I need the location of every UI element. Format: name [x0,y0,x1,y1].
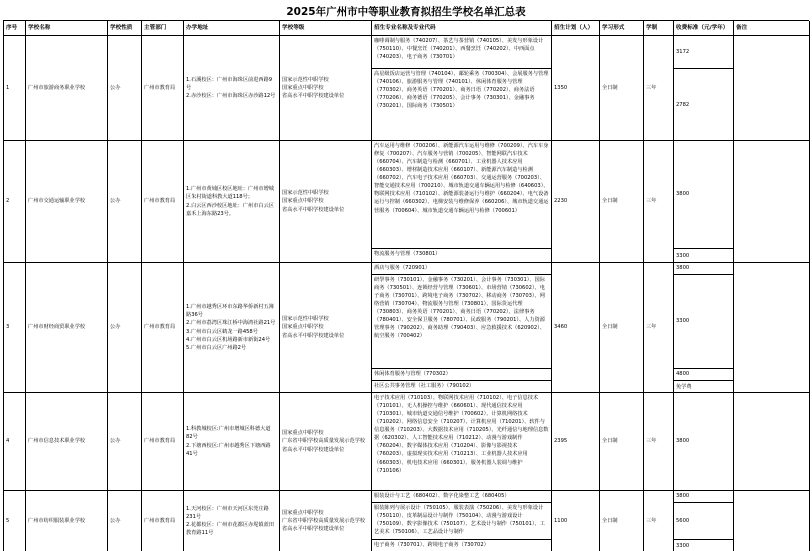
header-address: 办学地址 [184,21,280,36]
address-line: 1.石溪校区：广州市海珠区前进西路9号 [186,76,273,91]
fee-value: 3300 [674,275,733,369]
school-plan: 2395 [552,393,600,491]
school-note [734,393,810,491]
school-level [280,263,372,393]
level-line: 省高水平中职学校建设单位 [282,526,345,533]
header-fee: 收费标准（元/学年） [674,21,734,36]
majors-group: 服装设计与工艺（680402）、数字化染整工艺（680405） [372,491,551,503]
fee-value: 3800 [674,491,733,503]
address-line: 2.花都校区：广州市花都区赤坭镇蓝田教育路11号 [186,522,274,537]
school-years: 三年 [644,36,674,141]
majors-group: 社区公共事务管理（社工服务）（790102） [374,383,475,389]
school-form: 全日制 [600,36,644,141]
school-address [184,491,280,551]
majors-group: 物流服务与管理（730801） [374,251,441,257]
fee-value: 5600 [674,503,733,540]
school-dept: 广州市教育局 [142,491,184,551]
level-line: 广东省中职学校高质量发展示范学校 [282,438,366,445]
address-line: 2.白云区西沙校区地址：广州市白云区嘉禾上海东路23号。 [186,202,274,217]
school-years: 三年 [644,491,674,551]
fee-value: 2782 [676,101,690,108]
school-fees [674,141,734,263]
fee-value: 3800 [674,263,733,275]
school-plan: 3460 [552,263,600,393]
header-plan: 招生计划（人） [552,21,600,36]
majors-group: 高星级饭店运营与管理（740104）、邮轮乘务（700304）、会展服务与管理（740106）、旅游服务与管理（740101）、休闲体育服务与管理（770302）、商务英语（770201）、商务日语（770202）、商务法语（770206）、商务德语（770205）、会计事务（730301）、金融事务（730201）、国际商务（730501） [374,71,549,110]
page-title: 2025年广州市中等职业教育拟招生学校名单汇总表 [286,6,526,18]
school-form: 全日制 [600,141,644,263]
fee-value: 3800 [674,141,733,249]
school-name: 广州市信息技术职业学校 [26,393,108,491]
school-majors [372,491,552,551]
school-nature: 公办 [108,393,142,491]
school-note [734,491,810,551]
header-dept: 主管部门 [142,21,184,36]
header-school: 学校名称 [26,21,108,36]
school-dept: 广州市教育局 [142,263,184,393]
level-line: 省高水平中职学校建设单位 [282,93,345,100]
school-years: 三年 [644,263,674,393]
address-line: 1.科教城校区:广州市增城区科德大道82号 [186,426,271,441]
school-note [734,263,810,393]
majors-group: 休闲体育服务与管理（770302） [372,369,551,381]
header-no: 序号 [4,21,26,36]
level-line: 国家重点中职学校 [282,324,324,331]
header-note: 备注 [734,21,810,36]
school-nature: 公办 [108,141,142,263]
level-line: 国家重点中职学校 [282,198,324,205]
school-majors [372,36,552,141]
fee-value: 免学费 [676,383,692,390]
school-years: 三年 [644,141,674,263]
fee-value: 3300 [676,252,690,259]
school-level [280,491,372,551]
school-note [734,141,810,263]
header-form: 学习形式 [600,21,644,36]
school-address [184,141,280,263]
school-form: 全日制 [600,263,644,393]
address-line: 1.广州市越秀区环市东路华侨新村五簿路36号 [186,304,274,319]
school-plan: 1350 [552,36,600,141]
level-line: 广东省中职学校高质量发展示范学校 [282,517,366,524]
school-plan: 1100 [552,491,600,551]
school-plan: 2230 [552,141,600,263]
school-nature: 公办 [108,263,142,393]
level-line: 国家重点中职学校 [282,509,324,516]
school-nature: 公办 [108,491,142,551]
school-address [184,36,280,141]
school-level [280,141,372,263]
schools-table [3,20,809,551]
school-fees [674,491,734,551]
header-majors: 招生专业名称及专业代码 [372,21,552,36]
row-no: 3 [4,263,26,393]
address-line: 2.下塘西校区:广州市越秀区下塘西路41号 [186,442,271,457]
majors-group: 电子商务（730701）、跨境电子商务（730702） [374,542,489,548]
level-line: 国家示范性中职学校 [282,190,329,197]
address-line: 1.广州市黄埔区校区地址：广州市增城区朱村街道科教大道118号； [186,186,274,201]
row-no: 2 [4,141,26,263]
school-dept: 广州市教育局 [142,141,184,263]
header-nature: 学校性质 [108,21,142,36]
school-majors [372,141,552,263]
school-years: 三年 [644,393,674,491]
row-no: 5 [4,491,26,551]
level-line: 国家示范性中职学校 [282,76,329,83]
header-years: 学制 [644,21,674,36]
level-line: 省高水平中职学校建设单位 [282,206,345,213]
school-majors [372,263,552,393]
school-name: 广州市纺织服装职业学校 [26,491,108,551]
school-fees [674,36,734,141]
fee-value: 3172 [674,36,733,69]
school-level [280,36,372,141]
level-line: 省高水平中职学校建设单位 [282,332,345,339]
school-address [184,393,280,491]
majors-group: 汽车运用与维修（700206）、新能源汽车运用与维修（700209）、汽车车身修复（700207）、汽车服务与营销（700205）、智能网联汽车技术（660704）、汽车制造与检测（660701）、工业机器人技术应用（660303）、增材制造技术应用（660107）、新能源汽车制造与检测（660702）、汽车电子技术应用（660703）、交通运营服务（700203）、智能交通技术应用（700210）、城市轨道交通车辆运用与检修（640603）、物联网技术应用（710102）、新能源装备运行与维护（660204）、电气设备运行与控制（660302）、电梯安装与维修保养（660206）、城市轨道交通运营服务（700604）、城市轨道交通车辆运用与检修（700601） [372,141,551,249]
school-name: 广州市交通运输职业学校 [26,141,108,263]
majors-group: 酒店与服务（720901） [372,263,551,275]
majors-group: 咖啡调制与服务（740207）、茶艺与茶营销（740105）、美发与形象设计（750110）、中餐烹饪（740201）、西餐烹饪（740202）、中西面点（740203）、电子商务（730701） [372,36,551,69]
fee-value: 3300 [676,542,690,549]
majors-group: 研學事务（730101）、金融事务（730201）、会计事务（730301）、国际商务（730501）、连锁经营与管理（730601）、市场营销（730602）、电子商务（730701）、跨境电子商务（730702）、移动商务（730703）、网络营销（730704）、物流服务与管理（730801）、国际货运代理（730803）、商务英语（770201）、商务日语（770202）、法律事务（780401）、安全保卫服务（780701）、民政服务（790201）、人力资源管理事务（790202）、商务助理（790403）、应急救援技术（620902）、航空服务（700402） [372,275,551,369]
school-fees [674,263,734,393]
address-line: 1.天河校区：广州市天河区东莞庄路231号 [186,505,269,520]
header-level: 学校等级 [280,21,372,36]
level-line: 国家重点中职学校 [282,84,324,91]
address-line: 2.赤沙校区：广州市海珠区赤沙路12号 [186,93,276,100]
school-nature: 公办 [108,36,142,141]
school-dept: 广州市教育局 [142,393,184,491]
school-form: 全日制 [600,491,644,551]
level-line: 国家示范性中职学校 [282,316,329,323]
address-line: 2.广州市荔湾区珠江桥中海鸿社路21号 [186,320,276,327]
address-line: 4.广州市白云区机场路新市新街24号 [186,336,271,343]
school-address [184,263,280,393]
fee-value: 4800 [674,369,733,381]
school-dept: 广州市教育局 [142,36,184,141]
row-no: 1 [4,36,26,141]
address-line: 3.广州市白云区鹤龙一路458号 [186,328,258,335]
school-name: 广州市旅游商务职业学校 [26,36,108,141]
school-name: 广州市财经商贸职业学校 [26,263,108,393]
level-line: 省高水平中职学校建设单位 [282,446,345,453]
level-line: 国家重点中职学校 [282,430,324,437]
majors-group: 电子技术应用（710103）、物联网技术应用（710102）、电子信息技术（710101）、无人机操控与维护（660601）、现代通信技术应用（710301）、城市轨道交通信号维护（700602）、计算机网络技术（710202）、网络信息安全（710207）、计算机应用（710201）、软件与信息服务（710203）、大数据技术应用（710205）、光纤通信与地理信息数据（620302）、人工智能技术应用（710212）、动漫与游戏制作（760204）、数字媒体技术应用（710204）、影像与影视技术（760203）、虚拟现实技术应用（710213）、工业机器人技术应用（660303）、机电技术应用（660301）、服务机器人装调与维护（710106） [372,393,552,491]
fee-value: 3800 [674,393,734,491]
school-level [280,393,372,491]
address-line: 5.广州市白云区广州路2号 [186,344,247,351]
majors-group: 服装陈列与展示设计（750105）、服装表演（750206）、美发与形象设计（750110）、皮革制品设计与制作（750104）、动漫与游戏设计（750109）、数字影像技术（750107）、艺术设计与制作（750101）、工艺美术（750106）、工艺品设计与制作 [372,503,551,540]
school-form: 全日制 [600,393,644,491]
row-no: 4 [4,393,26,491]
school-note [734,36,810,141]
